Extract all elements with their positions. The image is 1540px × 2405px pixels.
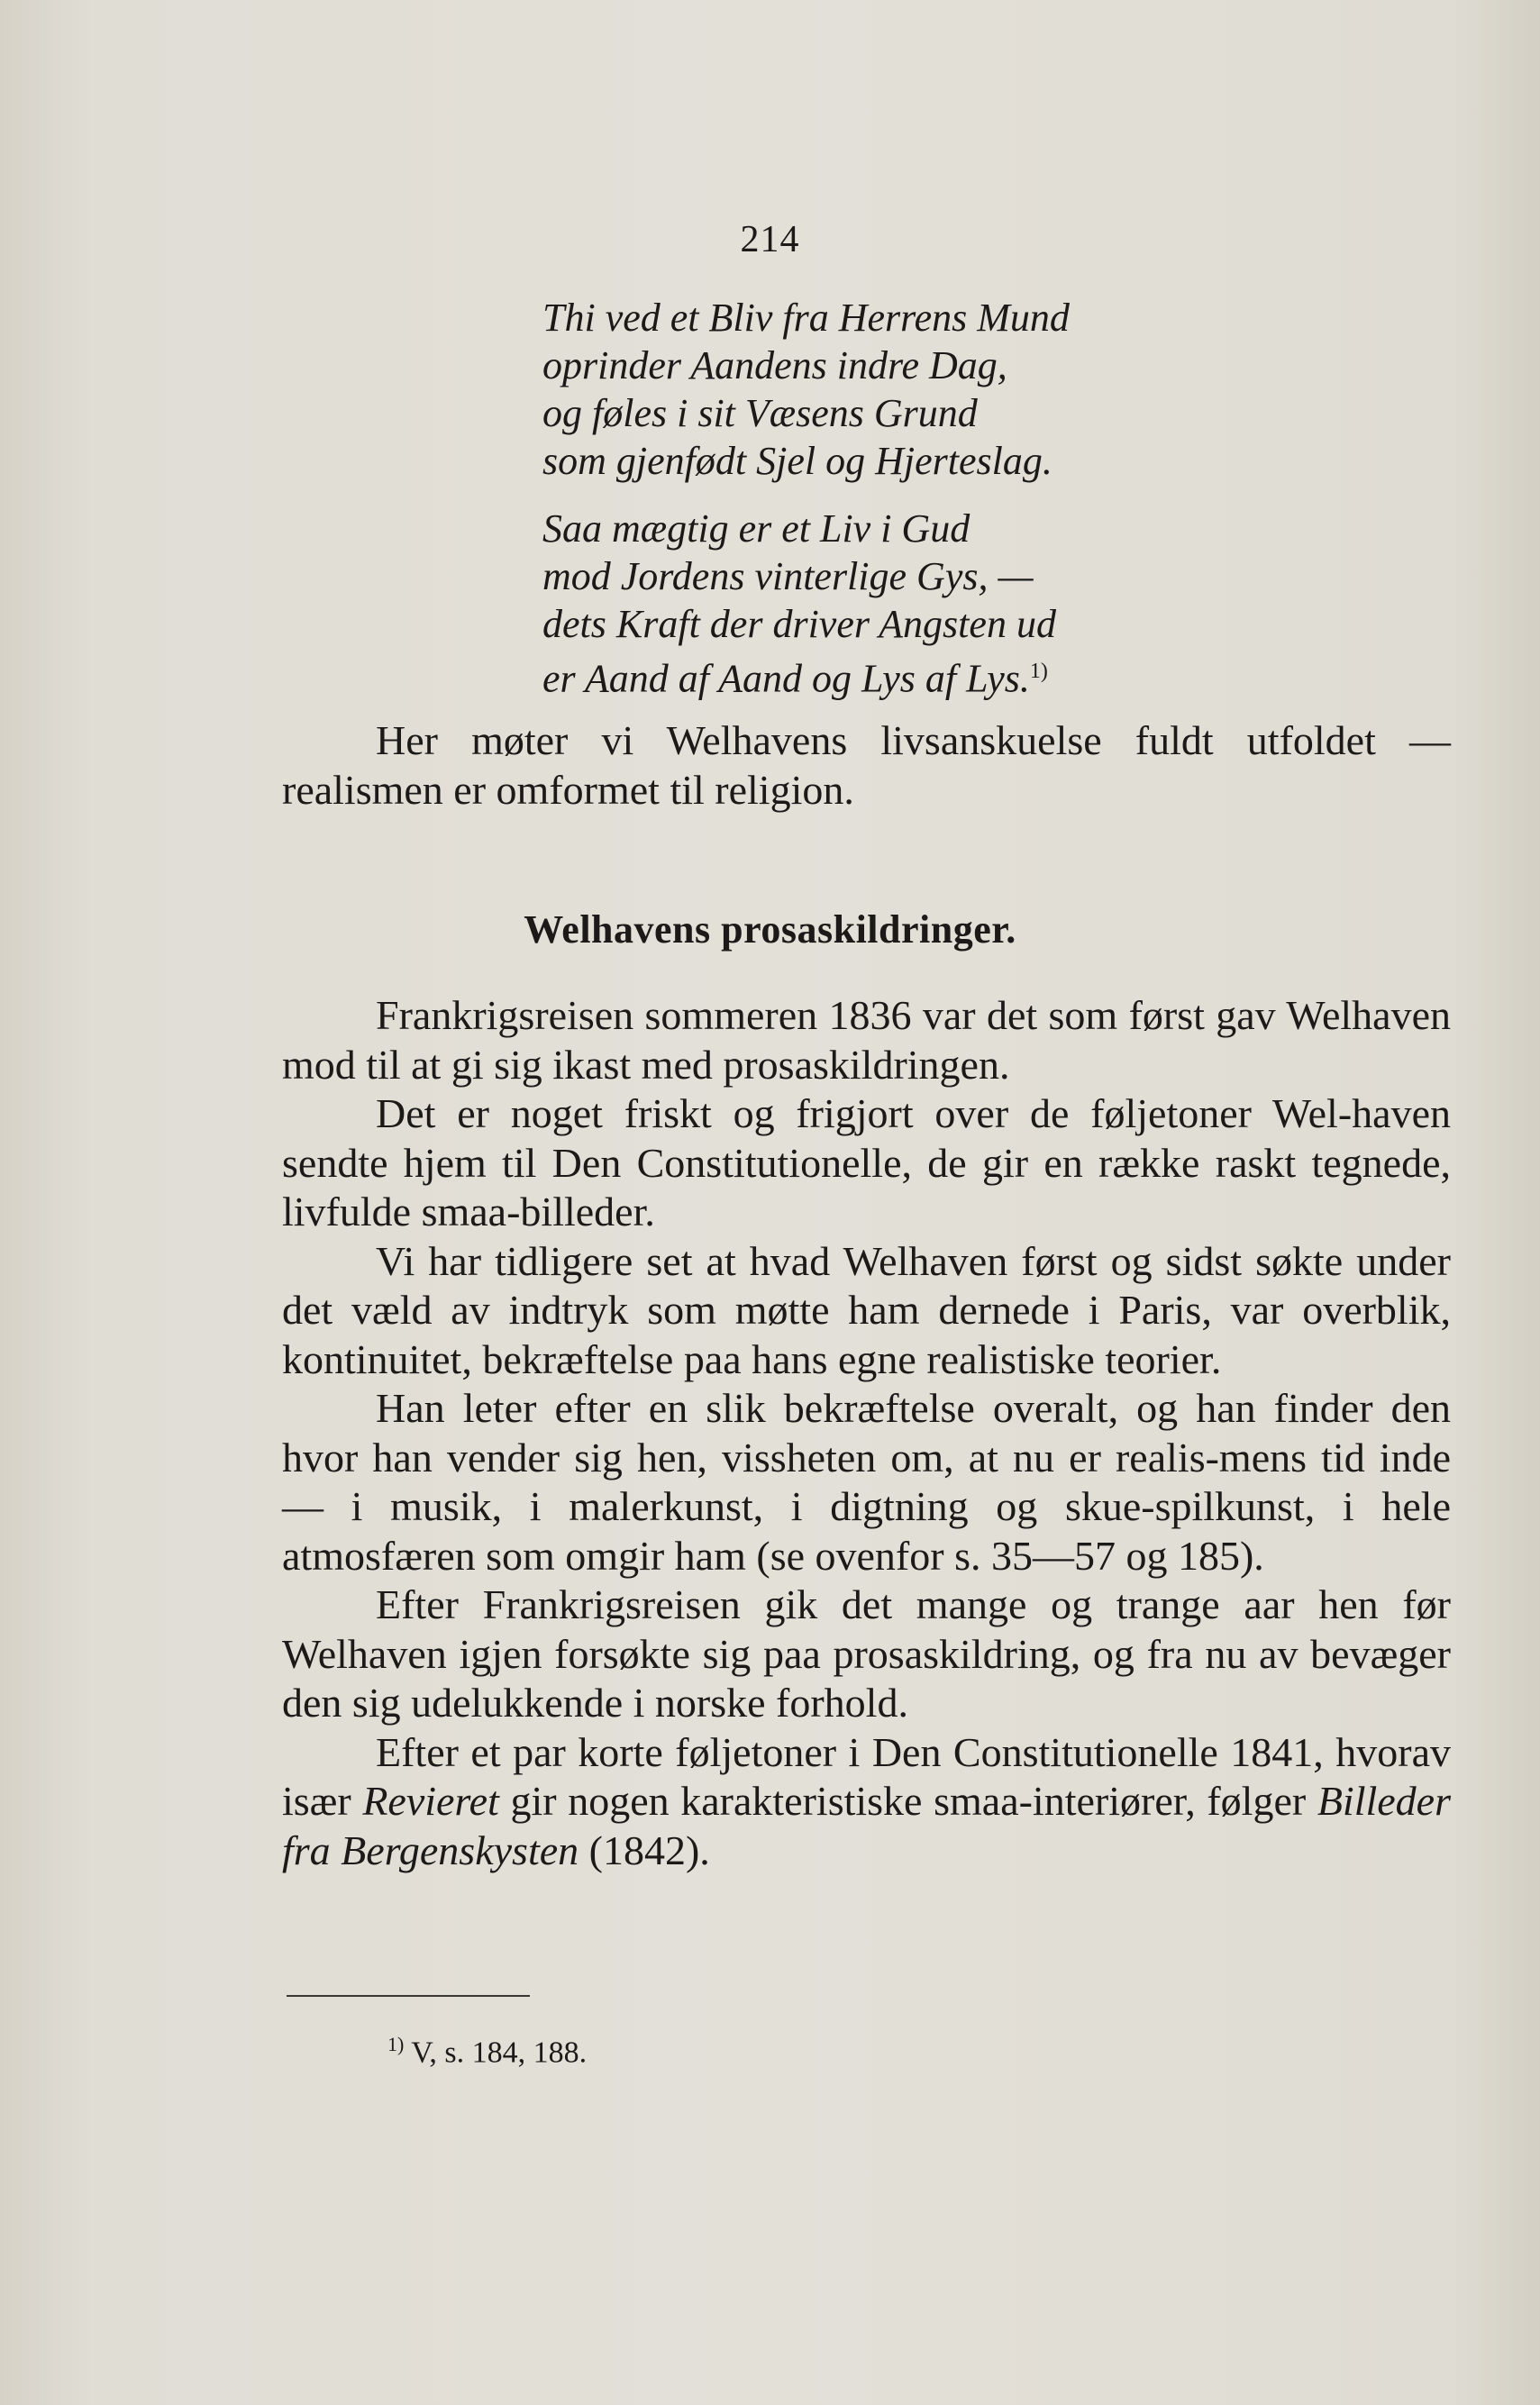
paragraph-text: gir nogen karakteristiske smaa-interiører, følger: [498, 1778, 1317, 1824]
poem-line: og føles i sit Væsens Grund: [542, 391, 978, 435]
paragraph: Det er noget friskt og frigjort over de føljetoner Wel-haven sendte hjem til Den Constitutionelle, de gir en række raskt tegnede, livfulde smaa-billeder.: [282, 1090, 1451, 1234]
poem-line: som gjenfødt Sjel og Hjerteslag.: [542, 439, 1052, 483]
paragraph: Efter Frankrigsreisen gik det mange og trange aar hen før Welhaven igjen forsøkte sig paa prosaskildring, og fra nu av bevæger den sig udelukkende i norske forhold.: [282, 1581, 1451, 1726]
page-number: 214: [740, 219, 800, 260]
paragraph: Vi har tidligere set at hvad Welhaven først og sidst søkte under det væld av indtryk som møtte ham dernede i Paris, var overblik, kontinuitet, bekræftelse paa hans egne realistiske teorier.: [282, 1237, 1451, 1382]
footnote: [387, 2025, 587, 2072]
paragraph: [282, 1728, 1451, 1876]
paragraph: Frankrigsreisen sommeren 1836 var det som først gav Welhaven mod til at gi sig ikast med prosaskildringen.: [282, 992, 1451, 1088]
poem-stanza-1: [542, 294, 1070, 485]
poem-line-text: er Aand af Aand og Lys af Lys.: [542, 656, 1030, 701]
poem-line: Saa mægtig er et Liv i Gud: [542, 506, 970, 551]
poem-stanza-2: [542, 505, 1056, 703]
footnote-marker: 1): [387, 2033, 405, 2055]
poem-line: oprinder Aandens indre Dag,: [542, 343, 1007, 387]
paragraph: Han leter efter en slik bekræftelse overalt, og han finder den hvor han vender sig hen, vissheten om, at nu er realis-mens tid inde — i musik, i malerkunst, i digtning og skue-spilkunst, i hele atmosfæren som omgir ham (se ovenfor s. 35—57 og 185).: [282, 1385, 1451, 1579]
paragraph-text: (1842).: [579, 1827, 710, 1873]
poem-line: [542, 648, 1056, 703]
intro-paragraph: Her møter vi Welhavens livsanskuelse fuldt utfoldet — realismen er omformet til religion.: [282, 717, 1451, 813]
footnote-divider: [287, 1995, 530, 1997]
footnote-text: V, s. 184, 188.: [404, 2036, 588, 2070]
poem-line: dets Kraft der driver Angsten ud: [542, 602, 1056, 646]
section-body: [282, 991, 1451, 1875]
section-heading: Welhavens prosaskildringer.: [524, 907, 1016, 952]
poem-line: Thi ved et Bliv fra Herrens Mund: [542, 296, 1070, 340]
poem-line: mod Jordens vinterlige Gys, —: [542, 554, 1034, 598]
paragraph-text: Efter et par korte føljetoner i Den Constitutionelle 1841, hvorav især: [282, 1728, 1451, 1824]
footnote-reference[interactable]: 1): [1029, 660, 1048, 683]
italic-title: Revieret: [362, 1778, 499, 1824]
italic-title: Billeder fra Bergenskysten: [282, 1778, 1451, 1873]
intro-paragraph-block: [282, 716, 1451, 815]
